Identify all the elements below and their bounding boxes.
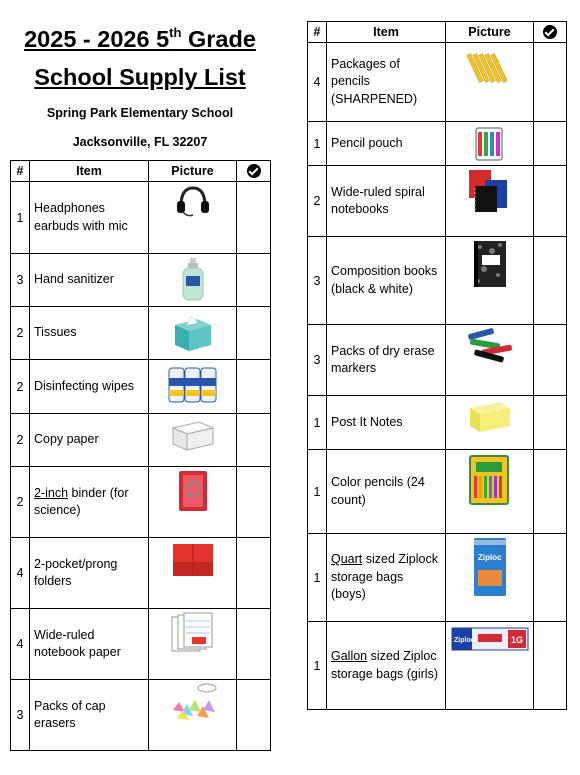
svg-text:1G: 1G bbox=[510, 635, 523, 645]
checkbox-cell[interactable] bbox=[237, 609, 271, 680]
checkbox-cell[interactable] bbox=[534, 237, 567, 325]
gallon-ziploc-icon bbox=[446, 624, 533, 654]
supply-row bbox=[11, 360, 271, 414]
item-name bbox=[327, 622, 446, 710]
item-quantity: 2 bbox=[11, 360, 30, 414]
supply-row bbox=[11, 307, 271, 360]
color-pencils-icon bbox=[446, 452, 533, 508]
checkbox-cell[interactable] bbox=[237, 538, 271, 609]
page-subtitle: School Supply List bbox=[34, 64, 246, 90]
item-picture bbox=[149, 609, 237, 680]
supply-row bbox=[308, 122, 567, 166]
item-picture bbox=[149, 538, 237, 609]
item-picture bbox=[149, 680, 237, 751]
col-item: Item bbox=[327, 22, 446, 43]
item-name-text: Wide-ruled spiral notebooks bbox=[331, 184, 425, 216]
supply-row bbox=[11, 467, 271, 538]
col-item: Item bbox=[30, 161, 149, 182]
quart-ziplock-icon bbox=[446, 536, 533, 598]
item-name-text: Hand sanitizer bbox=[34, 272, 114, 287]
item-name bbox=[327, 237, 446, 325]
supply-row bbox=[308, 622, 567, 710]
item-name-text: Packs of cap erasers bbox=[34, 698, 106, 730]
item-name bbox=[30, 360, 149, 414]
item-picture bbox=[149, 307, 237, 360]
item-name bbox=[30, 182, 149, 254]
checkbox-cell[interactable] bbox=[237, 467, 271, 538]
item-name-underlined: Quart bbox=[331, 552, 363, 567]
supply-row bbox=[11, 182, 271, 254]
item-quantity: 2 bbox=[308, 166, 327, 237]
item-name-text: Tissues bbox=[34, 325, 77, 340]
pencils-icon bbox=[446, 45, 533, 91]
school-city: Jacksonville, FL 32207 bbox=[72, 135, 208, 149]
item-picture bbox=[149, 467, 237, 538]
item-picture bbox=[446, 622, 534, 710]
checkbox-cell[interactable] bbox=[534, 166, 567, 237]
item-quantity: 3 bbox=[11, 680, 30, 751]
supply-row bbox=[308, 43, 567, 122]
item-name bbox=[30, 307, 149, 360]
item-name bbox=[327, 396, 446, 450]
supply-table-right bbox=[307, 21, 567, 710]
checkbox-cell[interactable] bbox=[237, 307, 271, 360]
pencil-pouch-icon bbox=[446, 124, 533, 164]
item-name-text: sized Ziplock storage bags (boys) bbox=[331, 552, 438, 602]
copy-paper-icon bbox=[149, 416, 236, 456]
supply-row bbox=[11, 538, 271, 609]
item-picture bbox=[446, 122, 534, 166]
item-quantity: 2 bbox=[11, 467, 30, 538]
checkbox-cell[interactable] bbox=[534, 43, 567, 122]
item-name-text: Packs of dry erase markers bbox=[331, 343, 435, 375]
school-name: Spring Park Elementary School bbox=[46, 106, 234, 120]
item-name bbox=[327, 166, 446, 237]
item-picture bbox=[446, 396, 534, 450]
col-picture: Picture bbox=[149, 161, 237, 182]
checkbox-cell[interactable] bbox=[534, 325, 567, 396]
item-quantity: 1 bbox=[308, 122, 327, 166]
item-name-text: Pencil pouch bbox=[331, 135, 403, 150]
col-picture: Picture bbox=[446, 22, 534, 43]
checkbox-cell[interactable] bbox=[534, 450, 567, 534]
checkbox-cell[interactable] bbox=[534, 122, 567, 166]
item-quantity: 2 bbox=[11, 414, 30, 467]
checkbox-cell[interactable] bbox=[237, 182, 271, 254]
item-quantity: 1 bbox=[308, 396, 327, 450]
item-quantity: 2 bbox=[11, 307, 30, 360]
col-num: # bbox=[11, 161, 30, 182]
checkbox-cell[interactable] bbox=[237, 360, 271, 414]
cap-erasers-icon bbox=[149, 682, 236, 724]
item-name bbox=[327, 325, 446, 396]
item-quantity: 1 bbox=[11, 182, 30, 254]
item-name-text: Packages of pencils (SHARPENED) bbox=[331, 56, 418, 106]
tissue-box-icon bbox=[149, 309, 236, 353]
wipes-icon bbox=[149, 362, 236, 406]
col-num: # bbox=[308, 22, 327, 43]
item-picture bbox=[149, 360, 237, 414]
item-name bbox=[30, 467, 149, 538]
item-name bbox=[30, 538, 149, 609]
item-name-underlined: 2-inch bbox=[34, 485, 69, 500]
checkmark-circle-icon bbox=[247, 164, 261, 178]
item-picture bbox=[149, 182, 237, 254]
checkbox-cell[interactable] bbox=[237, 414, 271, 467]
item-name bbox=[30, 254, 149, 307]
item-picture bbox=[446, 534, 534, 622]
supply-table-left bbox=[10, 160, 271, 751]
supply-row bbox=[308, 166, 567, 237]
item-name-text: 2-pocket/prong folders bbox=[34, 556, 118, 588]
supply-row bbox=[11, 680, 271, 751]
item-quantity: 4 bbox=[308, 43, 327, 122]
item-name bbox=[327, 534, 446, 622]
item-name bbox=[30, 680, 149, 751]
supply-row bbox=[308, 534, 567, 622]
item-quantity: 3 bbox=[308, 237, 327, 325]
checkbox-cell[interactable] bbox=[237, 680, 271, 751]
item-picture bbox=[446, 43, 534, 122]
post-it-notes-icon bbox=[446, 398, 533, 438]
supply-row bbox=[11, 254, 271, 307]
item-picture bbox=[149, 254, 237, 307]
item-picture bbox=[446, 237, 534, 325]
checkbox-cell[interactable] bbox=[534, 622, 567, 710]
composition-book-icon bbox=[446, 239, 533, 289]
svg-text:Ziploc: Ziploc bbox=[477, 553, 502, 562]
item-quantity: 1 bbox=[308, 622, 327, 710]
item-name-text: Wide-ruled notebook paper bbox=[34, 627, 121, 659]
item-picture bbox=[446, 166, 534, 237]
checkmark-circle-icon bbox=[543, 25, 557, 39]
spiral-notebooks-icon bbox=[446, 168, 533, 214]
item-quantity: 1 bbox=[308, 534, 327, 622]
item-name-text: binder (for science) bbox=[34, 485, 129, 517]
svg-text:Ziploc: Ziploc bbox=[453, 637, 475, 644]
item-name bbox=[30, 609, 149, 680]
dry-erase-markers-icon bbox=[446, 327, 533, 367]
item-quantity: 4 bbox=[11, 538, 30, 609]
item-name bbox=[327, 122, 446, 166]
supply-row bbox=[308, 396, 567, 450]
binder-icon bbox=[149, 469, 236, 513]
item-quantity: 1 bbox=[308, 450, 327, 534]
item-name-text: Disinfecting wipes bbox=[34, 378, 135, 393]
supply-row bbox=[308, 450, 567, 534]
item-quantity: 3 bbox=[11, 254, 30, 307]
item-name-text: sized Ziploc storage bags (girls) bbox=[331, 649, 438, 681]
item-picture bbox=[446, 325, 534, 396]
notebook-paper-icon bbox=[149, 611, 236, 655]
supply-row bbox=[11, 609, 271, 680]
hand-sanitizer-icon bbox=[149, 256, 236, 302]
supply-row bbox=[308, 237, 567, 325]
supply-row bbox=[308, 325, 567, 396]
item-name bbox=[30, 414, 149, 467]
headphones-icon bbox=[149, 184, 236, 218]
item-name-text: Headphones earbuds with mic bbox=[34, 201, 128, 233]
item-name bbox=[327, 450, 446, 534]
checkbox-cell[interactable] bbox=[534, 396, 567, 450]
item-name-underlined: Gallon bbox=[331, 649, 368, 663]
checkbox-cell[interactable] bbox=[237, 254, 271, 307]
item-quantity: 4 bbox=[11, 609, 30, 680]
item-picture bbox=[149, 414, 237, 467]
item-name-text: Composition books (black & white) bbox=[331, 264, 438, 296]
item-name bbox=[327, 43, 446, 122]
item-quantity: 3 bbox=[308, 325, 327, 396]
checkbox-cell[interactable] bbox=[534, 534, 567, 622]
item-name-text: Copy paper bbox=[34, 432, 99, 447]
item-picture bbox=[446, 450, 534, 534]
item-name-text: Post It Notes bbox=[331, 414, 403, 429]
col-check bbox=[534, 22, 567, 43]
folder-icon bbox=[149, 540, 236, 580]
page-title: 2025 - 2026 5th Grade bbox=[24, 25, 256, 52]
col-check bbox=[237, 161, 271, 182]
item-name-text: Color pencils (24 count) bbox=[331, 475, 425, 507]
supply-row bbox=[11, 414, 271, 467]
